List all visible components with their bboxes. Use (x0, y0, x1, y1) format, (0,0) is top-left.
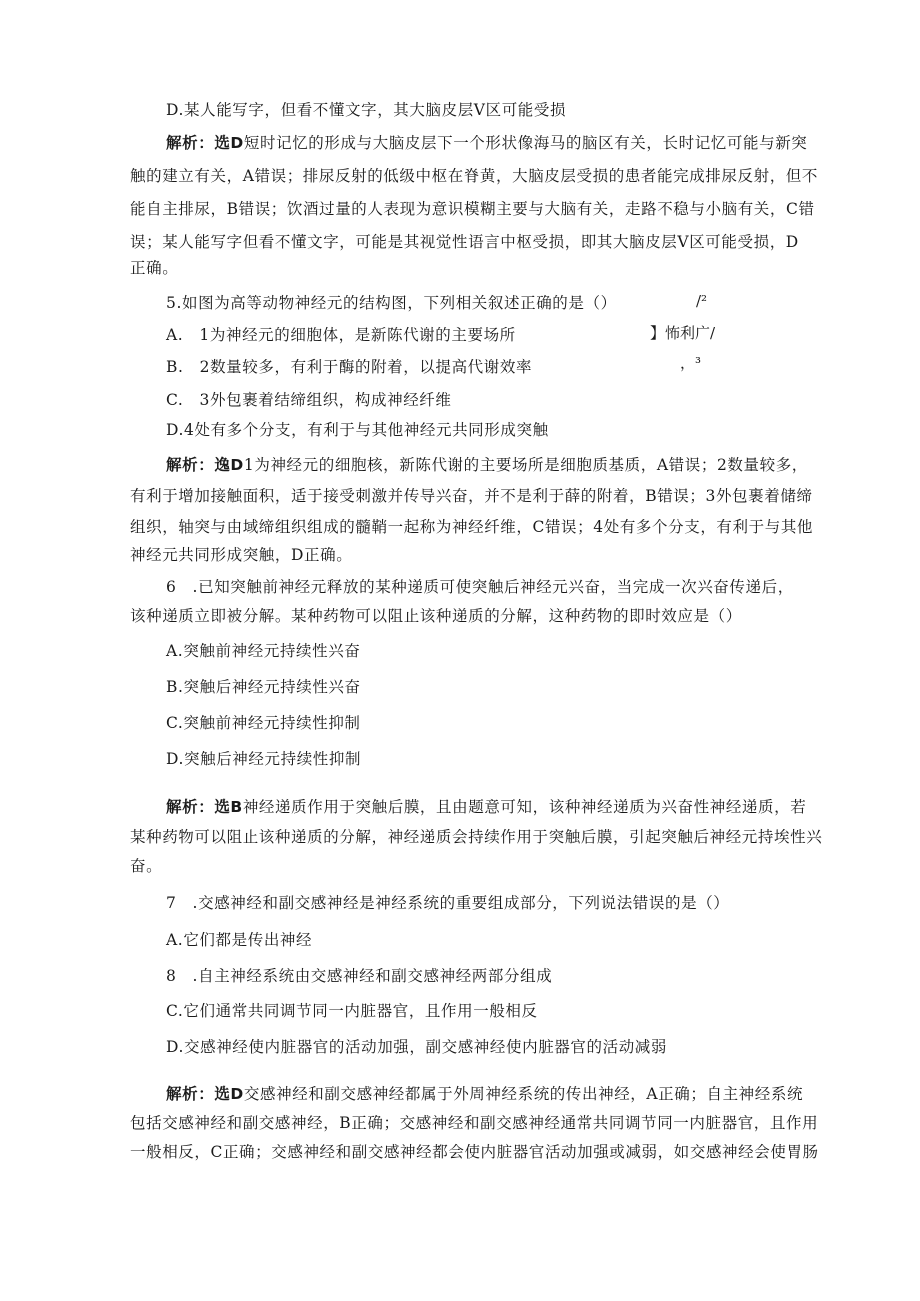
analysis-label: 解析： (166, 134, 215, 152)
question5-option-d: D.4处有多个分支，有利于与其他神经元共同形成突触 (166, 421, 549, 439)
question6-analysis-line (166, 796, 806, 818)
analysis-answer: 逸D (214, 456, 244, 474)
question7-option-c: C.它们通常共同调节同一内脏器官，且作用一般相反 (166, 1002, 538, 1020)
question7-option-d: D.交感神经使内脏器官的活动加强，副交感神经使内脏器官的活动减弱 (166, 1038, 668, 1056)
question7-stem: 7 .交感神经和副交感神经是神经系统的重要组成部分，下列说法错误的是（） (166, 894, 730, 912)
question5-analysis-line: 神经元共同形成突触，D正确。 (130, 546, 353, 564)
question5-stem: 5.如图为高等动物神经元的结构图，下列相关叙述正确的是（） (166, 294, 617, 312)
question7-analysis-line: 包括交感神经和副交感神经，B正确；交感神经和副交感神经通常共同调节同一内脏器官，且作用 (130, 1114, 819, 1132)
figure-label-neuron: 】怖利广/ (650, 324, 716, 342)
question4-analysis-line: 触的建立有关，A错误；排尿反射的低级中枢在脊黄，大脑皮层受损的患者能完成排尿反射，但不 (130, 167, 818, 185)
analysis-text: 交感神经和副交感神经都属于外周神经系统的传出神经，A正确；自主神经系统 (243, 1085, 804, 1103)
question4-analysis-line: 误；某人能写字但看不懂文字，可能是其视觉性语言中枢受损，即其大脑皮层V区可能受损，D (130, 233, 799, 251)
question4-analysis-line (166, 132, 807, 154)
analysis-answer: 选D (214, 1085, 244, 1103)
figure-label-3: ，³ (680, 354, 702, 372)
analysis-text: 神经递质作用于突触后膜，且由题意可知，该种神经递质为兴奋性神经递质，若 (242, 798, 807, 816)
question6-option-a: A.突触前神经元持续性兴奋 (166, 642, 361, 660)
question6-option-d: D.突触后神经元持续性抑制 (166, 750, 362, 768)
analysis-label: 解析： (166, 456, 215, 474)
question4-analysis-line: 能自主排尿，B错误；饮酒过量的人表现为意识模糊主要与大脑有关，走路不稳与小脑有关，C错 (130, 200, 815, 218)
question5-option-a: A. 1为神经元的细胞体，是新陈代谢的主要场所 (166, 326, 516, 344)
question7-option-b: 8 .自主神经系统由交感神经和副交感神经两部分组成 (166, 967, 553, 985)
question7-analysis-line: 一般相反，C正确；交感神经和副交感神经都会使内脏器官活动加强或减弱，如交感神经会使胃肠 (130, 1143, 819, 1161)
analysis-answer: 选B (214, 798, 243, 816)
question6-analysis-line: 某种药物可以阻止该种递质的分解，神经递质会持续作用于突触后膜，引起突触后神经元持埃性兴 (130, 828, 823, 846)
figure-label-2: /² (696, 292, 708, 310)
question7-analysis-line (166, 1083, 803, 1105)
question6-option-b: B.突触后神经元持续性兴奋 (166, 678, 361, 696)
analysis-label: 解析： (166, 798, 215, 816)
question4-analysis-line: 正确。 (130, 259, 179, 277)
question6-stem: 6 .已知突触前神经元释放的某种递质可使突触后神经元兴奋，当完成一次兴奋传递后， (166, 578, 794, 596)
question6-stem: 该种递质立即被分解。某种药物可以阻止该种递质的分解，这种药物的即时效应是（） (130, 607, 742, 625)
question5-option-c: C. 3外包裹着结缔组织，构成神经纤维 (166, 391, 452, 409)
question6-analysis-line: 奋。 (130, 857, 163, 875)
question4-option-d: D.某人能写字，但看不懂文字，其大脑皮层V区可能受损 (166, 101, 567, 119)
analysis-answer: 选D (214, 134, 244, 152)
question5-analysis-line (166, 454, 808, 476)
analysis-text: 短时记忆的形成与大脑皮层下一个形状像海马的脑区有关，长时记忆可能与新突 (243, 134, 808, 152)
question5-analysis-line: 有利于增加接触面积，适于接受刺激并传导兴奋，并不是利于薛的附着，B错误；3外包裹着储缔 (130, 487, 813, 505)
analysis-label: 解析： (166, 1085, 215, 1103)
question5-option-b: B. 2数量较多，有利于酶的附着，以提高代谢效率 (166, 358, 533, 376)
analysis-text: 1为神经元的细胞核，新陈代谢的主要场所是细胞质基质，A错误；2数量较多， (243, 456, 808, 474)
question6-option-c: C.突触前神经元持续性抑制 (166, 714, 361, 732)
question7-option-a: A.它们都是传出神经 (166, 931, 313, 949)
question5-analysis-line: 组织，轴突与由域缔组织组成的髓鞘一起称为神经纤维，C错误；4处有多个分支，有利于与其他 (130, 518, 814, 536)
